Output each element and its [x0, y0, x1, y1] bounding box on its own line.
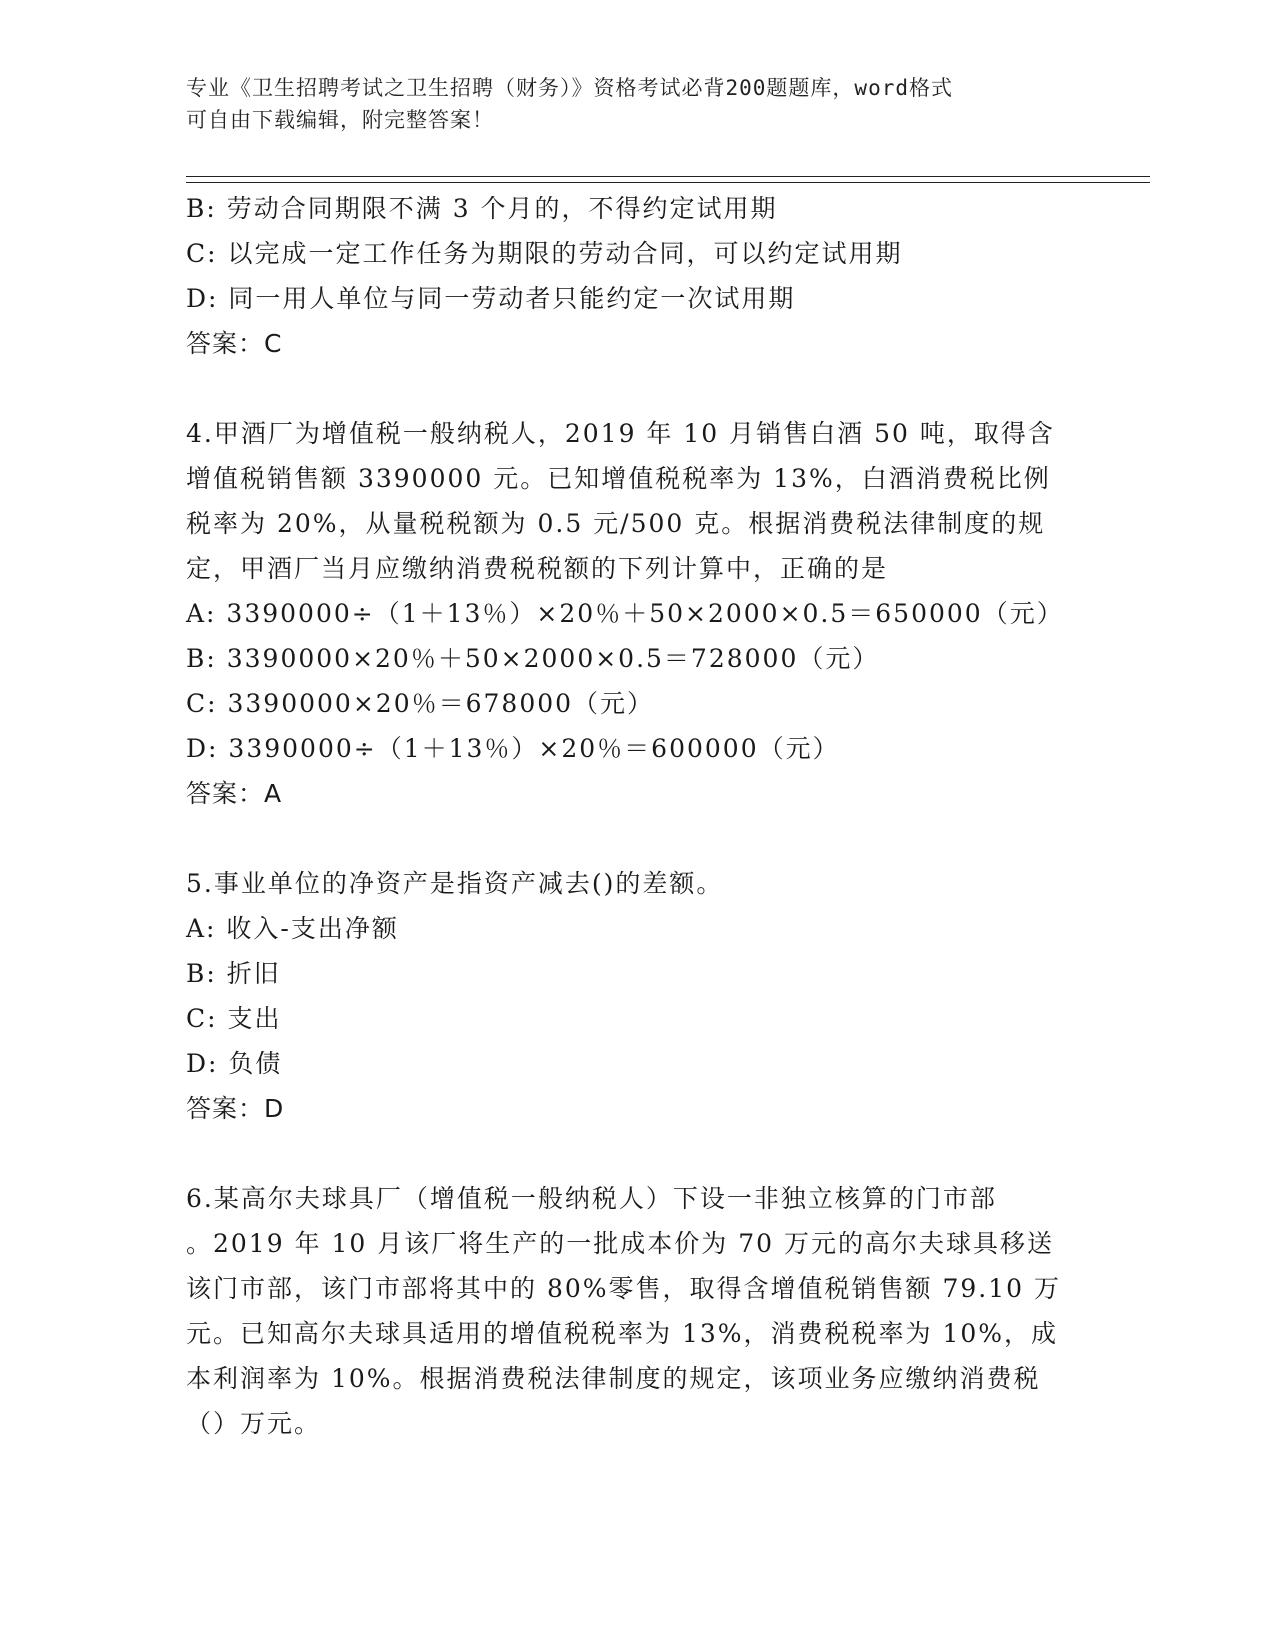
option-c: C: 以完成一定工作任务为期限的劳动合同，可以约定试用期: [186, 239, 903, 268]
header-divider: [186, 176, 1150, 183]
question-stem-line: 5.事业单位的净资产是指资产减去()的差额。: [186, 869, 724, 898]
option-d: D: 负债: [186, 1049, 283, 1078]
question-stem-line: 4.甲酒厂为增值税一般纳税人，2019 年 10 月销售白酒 50 吨，取得含: [186, 419, 1055, 448]
spacer: [186, 1131, 1086, 1176]
answer-label: 答案：D: [186, 1094, 285, 1123]
question-3: [186, 186, 1086, 366]
spacer: [186, 366, 1086, 411]
option-d: D: 同一用人单位与同一劳动者只能约定一次试用期: [186, 284, 796, 313]
header-title-line-2: 可自由下载编辑，附完整答案！: [186, 108, 494, 132]
question-4: [186, 411, 1086, 816]
question-stem-line: 6.某高尔夫球具厂（增值税一般纳税人）下设一非独立核算的门市部: [186, 1184, 997, 1213]
option-b: B: 劳动合同期限不满 3 个月的，不得约定试用期: [186, 194, 778, 223]
option-b: B: 3390000×20％＋50×2000×0.5＝728000（元）: [186, 644, 880, 673]
header-title-line-1: 专业《卫生招聘考试之卫生招聘（财务）》资格考试必背200题题库，word格式: [186, 76, 953, 100]
question-5: [186, 861, 1086, 1131]
page-header: [186, 72, 1076, 136]
question-content: [186, 186, 1086, 1446]
question-stem-line: 元。已知高尔夫球具适用的增值税税率为 13%，消费税税率为 10%，成: [186, 1319, 1059, 1348]
question-6: [186, 1176, 1086, 1446]
option-c: C: 3390000×20％＝678000（元）: [186, 689, 655, 718]
question-stem-line: 定，甲酒厂当月应缴纳消费税税额的下列计算中，正确的是: [186, 554, 889, 583]
question-stem-line: 本利润率为 10%。根据消费税法律制度的规定，该项业务应缴纳消费税: [186, 1364, 1041, 1393]
question-stem-line: （）万元。: [186, 1409, 322, 1438]
question-stem-line: 。2019 年 10 月该厂将生产的一批成本价为 70 万元的高尔夫球具移送: [186, 1229, 1054, 1258]
answer-label: 答案：C: [186, 329, 283, 358]
option-d: D: 3390000÷（1＋13％）×20％＝600000（元）: [186, 734, 840, 763]
question-stem-line: 增值税销售额 3390000 元。已知增值税税率为 13%，白酒消费税比例: [186, 464, 1051, 493]
option-a: A: 3390000÷（1＋13％）×20％＋50×2000×0.5＝650000（元）: [186, 599, 1064, 628]
question-stem-line: 税率为 20%，从量税税额为 0.5 元/500 克。根据消费税法律制度的规: [186, 509, 1046, 538]
option-c: C: 支出: [186, 1004, 282, 1033]
spacer: [186, 816, 1086, 861]
question-stem-line: 该门市部，该门市部将其中的 80%零售，取得含增值税销售额 79.10 万: [186, 1274, 1061, 1303]
option-b: B: 折旧: [186, 959, 281, 988]
answer-label: 答案：A: [186, 779, 283, 808]
option-a: A: 收入-支出净额: [186, 914, 399, 943]
